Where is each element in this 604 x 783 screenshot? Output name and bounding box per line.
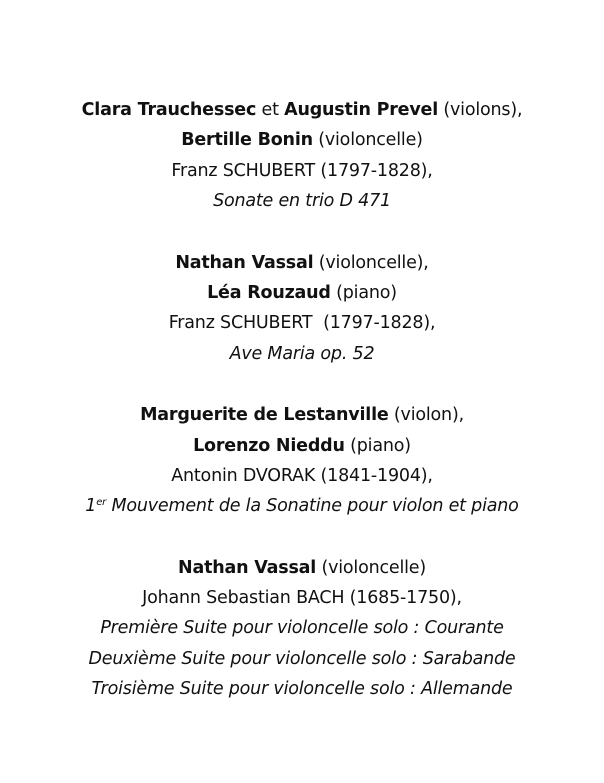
composer-line: Johann Sebastian BACH (1685-1750), bbox=[142, 588, 462, 609]
performer-name: Nathan Vassal bbox=[175, 252, 314, 273]
program-item-3 bbox=[0, 400, 604, 522]
performer-name: Bertille Bonin bbox=[181, 130, 313, 151]
performer-name: Clara Trauchessec bbox=[81, 100, 257, 120]
ordinal-suffix: er bbox=[96, 497, 107, 509]
instrument-label: (violoncelle) bbox=[312, 130, 423, 151]
instrument-label: (piano) bbox=[344, 435, 411, 456]
performer-name: Marguerite de Lestanville bbox=[140, 405, 389, 426]
work-title: Sonate en trio D 471 bbox=[213, 191, 391, 212]
performers-line bbox=[0, 278, 604, 308]
performer-name: Augustin Prevel bbox=[284, 100, 439, 120]
work-title: Deuxième Suite pour violoncelle solo : Sarabande bbox=[88, 648, 516, 669]
work-title-text: Mouvement de la Sonatine pour violon et piano bbox=[106, 496, 519, 517]
work-title: Ave Maria op. 52 bbox=[229, 343, 375, 364]
movement-number: 1 bbox=[85, 496, 97, 517]
performers-line bbox=[0, 400, 604, 430]
program-item-4 bbox=[0, 553, 604, 705]
program-item-1 bbox=[0, 95, 604, 217]
performers-line bbox=[0, 431, 604, 461]
work-title bbox=[0, 491, 604, 521]
performers-line bbox=[0, 95, 604, 125]
separator-text: et bbox=[256, 100, 285, 120]
work-title: Première Suite pour violoncelle solo : Courante bbox=[100, 618, 504, 639]
performer-name: Nathan Vassal bbox=[178, 557, 317, 578]
composer-line: Franz SCHUBERT (1797-1828), bbox=[168, 313, 436, 334]
composer-line: Antonin DVORAK (1841-1904), bbox=[171, 465, 433, 486]
performer-name: Léa Rouzaud bbox=[207, 282, 331, 303]
instrument-label: (violoncelle), bbox=[313, 252, 429, 273]
instrument-label: (piano) bbox=[330, 282, 397, 303]
work-title: Troisième Suite pour violoncelle solo : Allemande bbox=[91, 679, 513, 700]
performers-line bbox=[0, 125, 604, 155]
performers-line bbox=[0, 553, 604, 583]
performers-line bbox=[0, 248, 604, 278]
instrument-label: (violons), bbox=[438, 100, 523, 120]
instrument-label: (violon), bbox=[388, 405, 464, 426]
performer-name: Lorenzo Nieddu bbox=[193, 435, 345, 456]
composer-line: Franz SCHUBERT (1797-1828), bbox=[171, 160, 433, 181]
program-item-2 bbox=[0, 248, 604, 370]
instrument-label: (violoncelle) bbox=[316, 557, 426, 578]
